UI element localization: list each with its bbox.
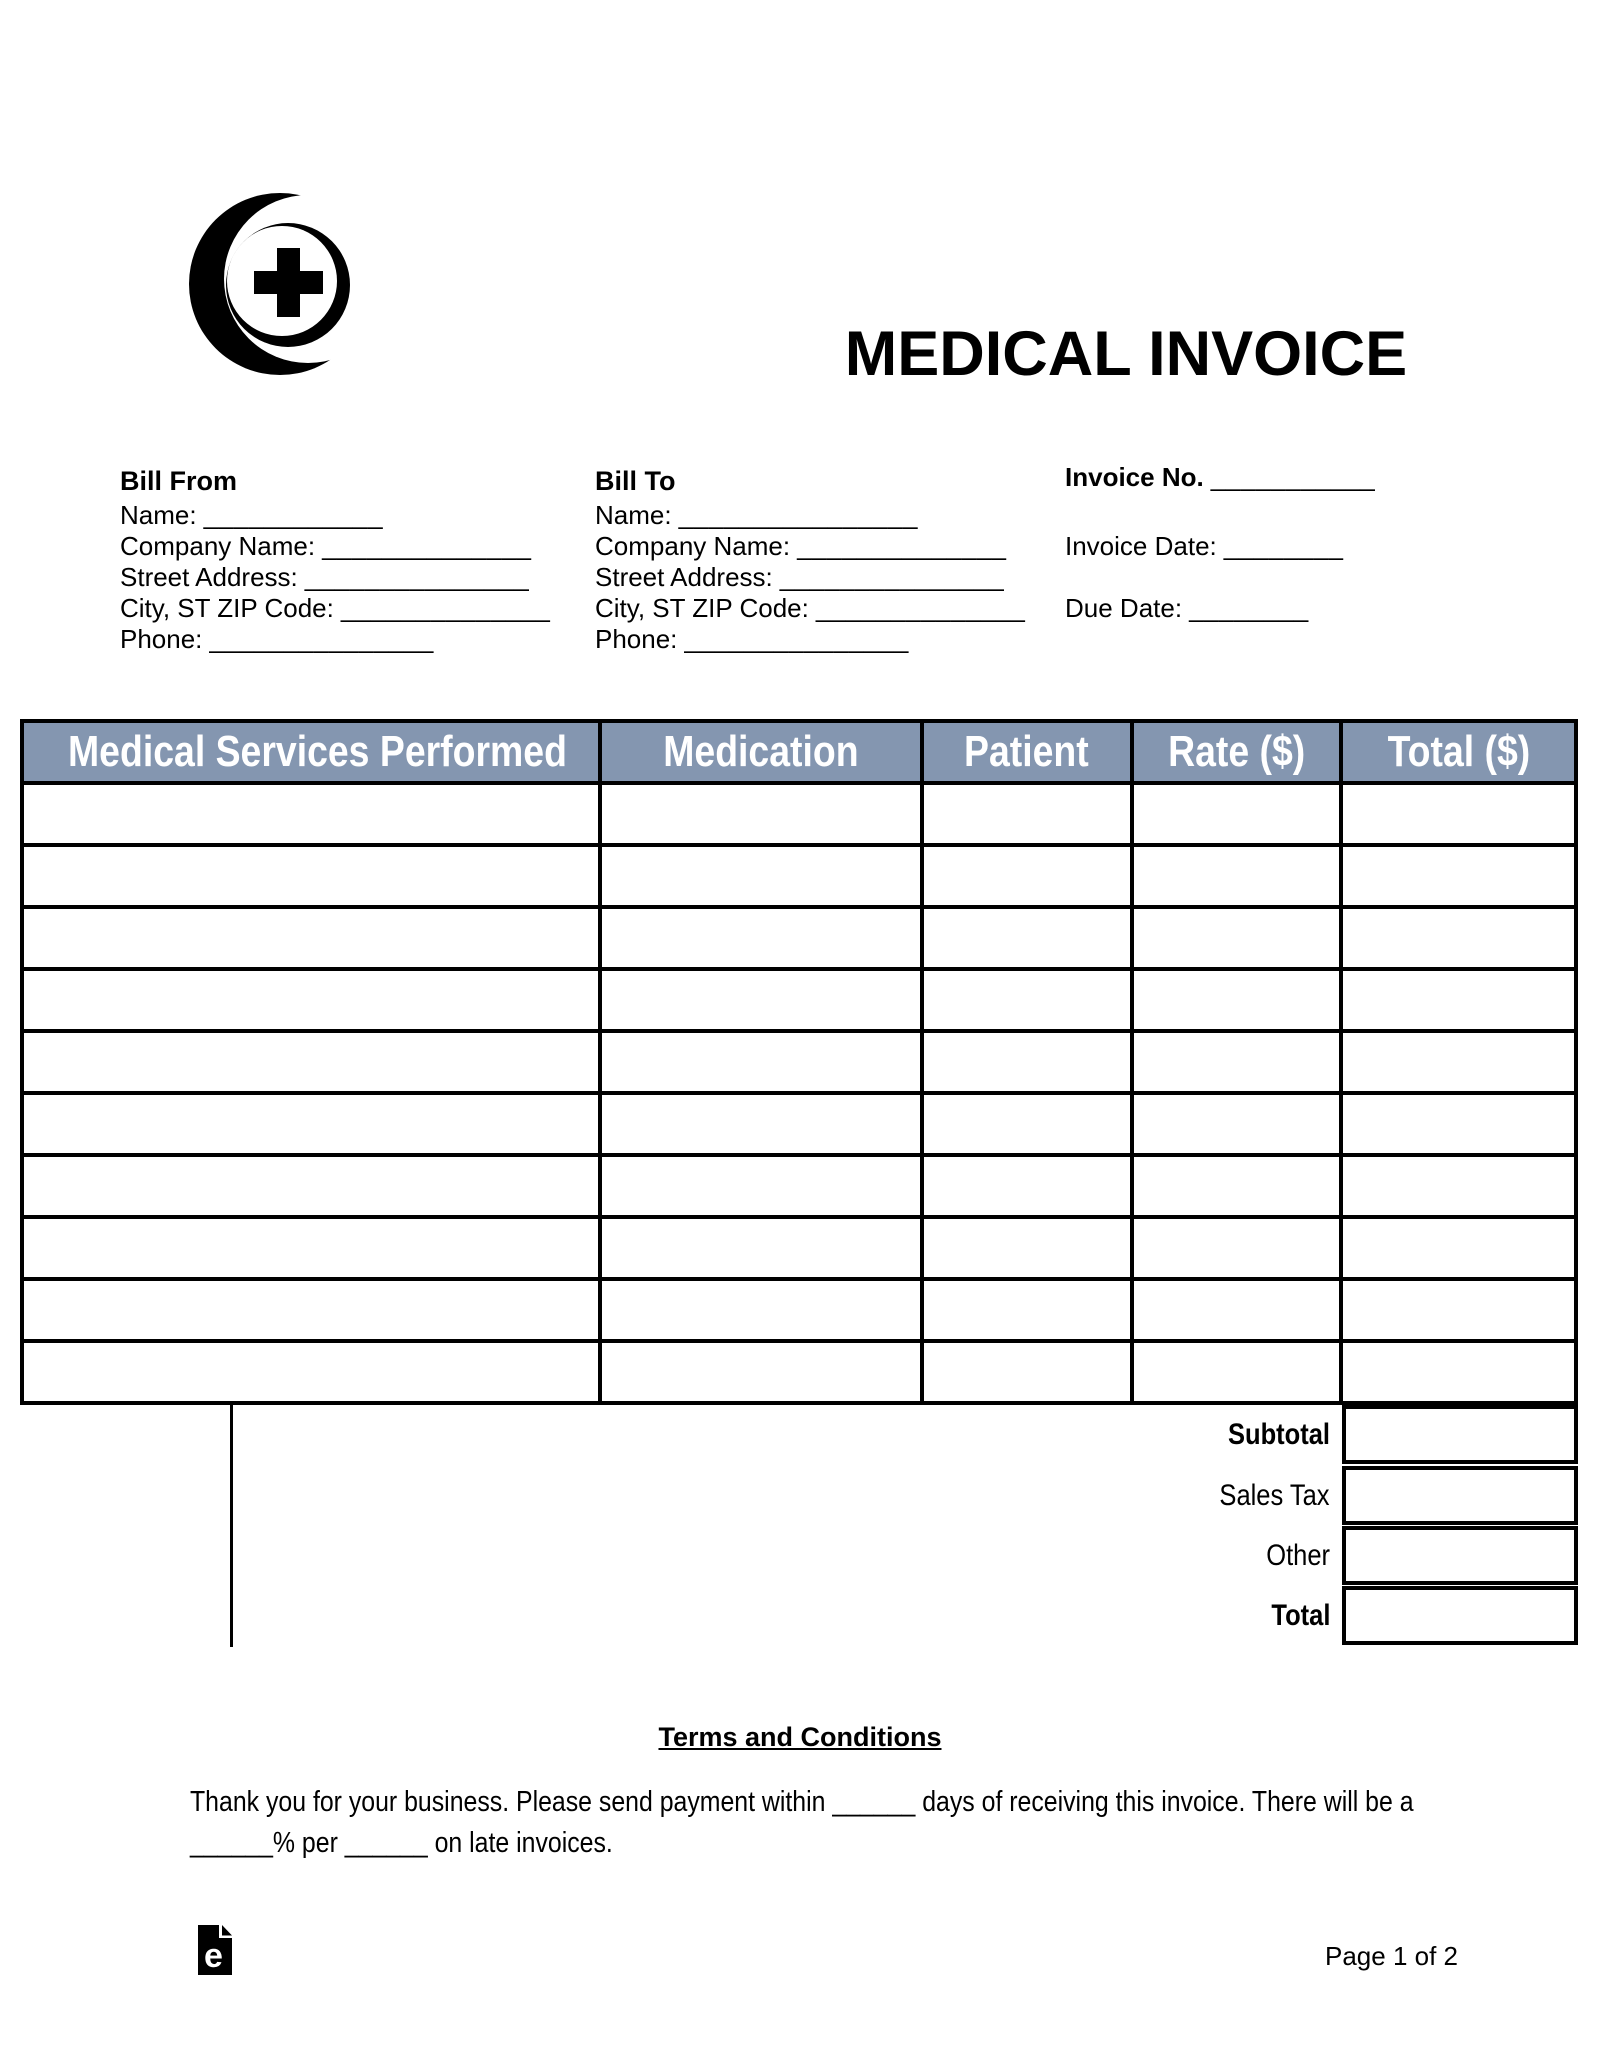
bill-to-block xyxy=(595,462,1065,655)
field-line xyxy=(595,593,1065,624)
table-row xyxy=(22,907,1576,969)
page-number: Page 1 of 2 xyxy=(1325,1941,1458,1971)
field-label: Company Name: xyxy=(120,531,316,561)
other-label: Other xyxy=(1266,1539,1330,1572)
invoice-number-label: Invoice No. xyxy=(1065,462,1204,492)
table-row xyxy=(22,783,1576,845)
table-cell[interactable] xyxy=(1341,783,1576,845)
invoice-date-label: Invoice Date: xyxy=(1065,531,1217,561)
subtotal-label: Subtotal xyxy=(1228,1418,1330,1451)
table-cell[interactable] xyxy=(22,1279,600,1341)
table-cell[interactable] xyxy=(22,907,600,969)
total-label: Total xyxy=(1270,1599,1330,1632)
table-cell[interactable] xyxy=(922,907,1132,969)
field-label: Name: xyxy=(595,500,672,530)
table-row xyxy=(22,1031,1576,1093)
invoice-date-blank[interactable]: ________ xyxy=(1223,531,1344,561)
table-cell[interactable] xyxy=(1132,1217,1342,1279)
table-cell[interactable] xyxy=(22,1217,600,1279)
table-cell[interactable] xyxy=(922,1279,1132,1341)
bill-to-heading: Bill To xyxy=(595,466,676,496)
table-cell[interactable] xyxy=(1132,1155,1342,1217)
field-label: Company Name: xyxy=(595,531,791,561)
table-cell[interactable] xyxy=(600,907,922,969)
table-cell[interactable] xyxy=(1132,845,1342,907)
field-line xyxy=(595,562,1065,593)
table-cell[interactable] xyxy=(600,1155,922,1217)
field-label: Street Address: xyxy=(595,562,773,592)
company-blank[interactable]: ______________ xyxy=(322,531,532,561)
table-cell[interactable] xyxy=(1132,1031,1342,1093)
table-cell[interactable] xyxy=(22,845,600,907)
table-cell[interactable] xyxy=(1341,1217,1576,1279)
table-cell[interactable] xyxy=(1132,907,1342,969)
field-label: Name: xyxy=(120,500,197,530)
items-table-body xyxy=(22,783,1576,1403)
subtotal-value-box[interactable] xyxy=(1342,1405,1578,1464)
field-line xyxy=(595,531,1065,562)
table-cell[interactable] xyxy=(600,1341,922,1403)
city-blank[interactable]: ______________ xyxy=(815,593,1026,623)
table-row xyxy=(22,845,1576,907)
table-cell[interactable] xyxy=(1132,783,1342,845)
table-cell[interactable] xyxy=(922,1341,1132,1403)
table-cell[interactable] xyxy=(600,1217,922,1279)
table-cell[interactable] xyxy=(1341,1093,1576,1155)
street-blank[interactable]: _______________ xyxy=(304,562,530,592)
table-cell[interactable] xyxy=(1132,1093,1342,1155)
page-title: MEDICAL INVOICE xyxy=(844,319,1408,389)
table-cell[interactable] xyxy=(1341,1279,1576,1341)
column-header-rate: Rate ($) xyxy=(1132,721,1342,783)
table-cell[interactable] xyxy=(1132,969,1342,1031)
invoice-number-blank[interactable]: ___________ xyxy=(1210,462,1376,492)
phone-blank[interactable]: _______________ xyxy=(209,624,434,654)
sales-tax-label: Sales Tax xyxy=(1219,1479,1330,1512)
field-line xyxy=(120,624,590,655)
table-cell[interactable] xyxy=(600,845,922,907)
other-value-box[interactable] xyxy=(1342,1526,1578,1585)
table-cell[interactable] xyxy=(922,1031,1132,1093)
table-cell[interactable] xyxy=(1132,1279,1342,1341)
name-blank[interactable]: ____________ xyxy=(203,500,384,530)
table-cell[interactable] xyxy=(1341,969,1576,1031)
summary-divider-line xyxy=(230,1405,233,1647)
column-header-patient: Patient xyxy=(922,721,1132,783)
eforms-document-logo xyxy=(198,1925,233,1975)
company-blank[interactable]: ______________ xyxy=(797,531,1007,561)
table-cell[interactable] xyxy=(922,969,1132,1031)
city-blank[interactable]: ______________ xyxy=(340,593,551,623)
table-cell[interactable] xyxy=(22,1155,600,1217)
table-cell[interactable] xyxy=(922,783,1132,845)
field-label: Phone: xyxy=(595,624,678,654)
table-cell[interactable] xyxy=(22,1341,600,1403)
invoice-number-line xyxy=(1065,462,1375,493)
street-blank[interactable]: _______________ xyxy=(779,562,1005,592)
terms-heading: Terms and Conditions xyxy=(658,1722,942,1752)
bill-from-block xyxy=(120,462,590,655)
invoice-date-line xyxy=(1065,531,1343,562)
items-table xyxy=(20,719,1578,1405)
table-cell[interactable] xyxy=(22,1031,600,1093)
field-line xyxy=(120,562,590,593)
table-row xyxy=(22,1341,1576,1403)
field-line xyxy=(120,500,590,531)
table-row xyxy=(22,1279,1576,1341)
table-cell[interactable] xyxy=(1341,1341,1576,1403)
table-cell[interactable] xyxy=(922,845,1132,907)
due-date-blank[interactable]: ________ xyxy=(1189,593,1309,623)
table-cell[interactable] xyxy=(922,1093,1132,1155)
table-cell[interactable] xyxy=(600,783,922,845)
sales-tax-value-box[interactable] xyxy=(1342,1466,1578,1525)
table-row xyxy=(22,969,1576,1031)
total-value-box[interactable] xyxy=(1342,1586,1578,1645)
field-line xyxy=(595,500,1065,531)
column-header-services: Medical Services Performed xyxy=(22,721,600,783)
terms-body-wrap xyxy=(190,1782,1600,1864)
field-label: Phone: xyxy=(120,624,203,654)
svg-text:e: e xyxy=(204,1937,223,1975)
table-cell[interactable] xyxy=(1341,1031,1576,1093)
bill-from-heading: Bill From xyxy=(120,466,238,496)
table-header-row xyxy=(22,721,1576,783)
table-cell[interactable] xyxy=(1341,1155,1576,1217)
table-cell[interactable] xyxy=(22,1093,600,1155)
table-cell[interactable] xyxy=(600,1279,922,1341)
name-blank[interactable]: ________________ xyxy=(678,500,918,530)
field-label: City, ST ZIP Code: xyxy=(595,593,809,623)
table-row xyxy=(22,1217,1576,1279)
table-cell[interactable] xyxy=(22,783,600,845)
field-line xyxy=(595,624,1065,655)
field-label: Street Address: xyxy=(120,562,298,592)
column-header-medication: Medication xyxy=(600,721,922,783)
due-date-line xyxy=(1065,593,1309,624)
table-cell[interactable] xyxy=(1341,907,1576,969)
table-cell[interactable] xyxy=(922,1155,1132,1217)
field-line xyxy=(120,531,590,562)
crescent-medical-cross-logo xyxy=(188,183,378,385)
phone-blank[interactable]: _______________ xyxy=(684,624,909,654)
table-row xyxy=(22,1155,1576,1217)
column-header-total: Total ($) xyxy=(1341,721,1576,783)
table-cell[interactable] xyxy=(600,969,922,1031)
field-line xyxy=(120,593,590,624)
field-label: City, ST ZIP Code: xyxy=(120,593,334,623)
table-cell[interactable] xyxy=(600,1093,922,1155)
table-cell[interactable] xyxy=(1132,1341,1342,1403)
table-cell[interactable] xyxy=(600,1031,922,1093)
table-row xyxy=(22,1093,1576,1155)
due-date-label: Due Date: xyxy=(1065,593,1183,623)
table-cell[interactable] xyxy=(922,1217,1132,1279)
table-cell[interactable] xyxy=(22,969,600,1031)
terms-body: Thank you for your business. Please send payment within ______ days of receiving this invoice. There will be a ______% per ______ on late invoices. xyxy=(190,1786,1414,1859)
table-cell[interactable] xyxy=(1341,845,1576,907)
